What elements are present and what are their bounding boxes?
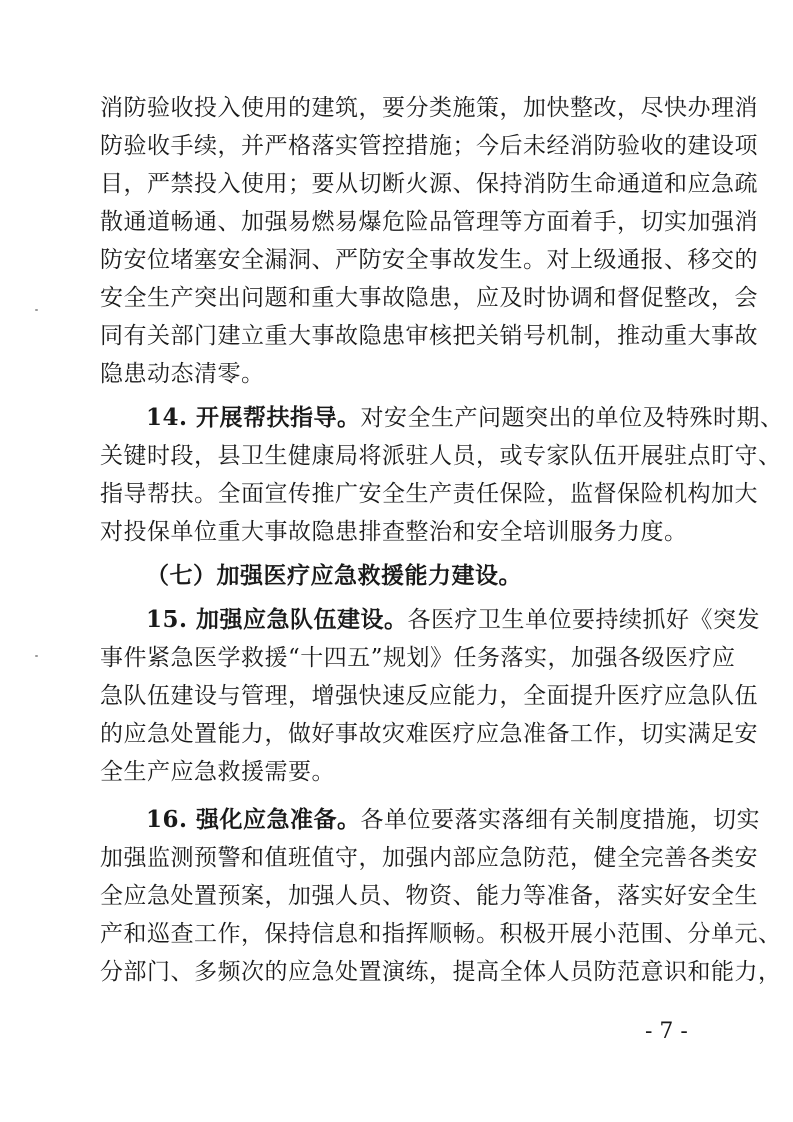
item-15-text: 各医疗卫生单位要持续抓好《突发: [407, 607, 761, 633]
body-line: 同 有 关 部 门 建 立 重 大 事 故 隐 患 审 核 把 关 销 号 机 制 ， 推 动 重 大 事 故: [100, 323, 758, 349]
body-line: 对投保单位重大事故隐患排查整治和安全培训服务力度。: [100, 519, 688, 545]
item-14-title: 14. 开展帮扶指导。: [146, 404, 361, 431]
body-line: 加 强 监 测 预 警 和 值 班 值 守 ， 加 强 内 部 应 急 防 范 ， 健 全 完 善 各 类 安: [100, 845, 758, 871]
body-line: 防 验 收 手 续 ， 并 严 格 落 实 管 控 措 施 ； 今 后 未 经 消 防 验 收 的 建 设 项: [100, 133, 758, 159]
body-line: 全生产应急救援需要。: [100, 759, 335, 785]
item-14-text: 对安全生产问题突出的单位及特殊时期、: [360, 405, 784, 431]
item-16-text: 各单位要落实落细有关制度措施，切实: [360, 807, 761, 833]
body-line: 目 ， 严 禁 投 入 使 用 ； 要 从 切 断 火 源 、 保 持 消 防 生 命 通 道 和 应 急 疏: [100, 171, 758, 197]
body-line: 隐患动态清零。: [100, 361, 265, 387]
body-line: 指 导 帮 扶 。 全 面 宣 传 推 广 安 全 生 产 责 任 保 险 ， 监 督 保 险 机 构 加 大: [100, 481, 758, 507]
body-line: 安 全 生 产 突 出 问 题 和 重 大 事 故 隐 患 ， 应 及 时 协 调 和 督 促 整 改 ， 会: [100, 285, 758, 311]
item-14-first-line: [146, 399, 784, 437]
item-16-first-line: [146, 801, 761, 839]
page-number: - 7 -: [645, 1019, 688, 1044]
body-line: 产 和 巡 查 工 作 ， 保 持 信 息 和 指 挥 顺 畅 。 积 极 开 展 小 范 围 、 分 单 元 、: [100, 921, 782, 947]
body-line: 全 应 急 处 置 预 案 ， 加 强 人 员 、 物 资 、 能 力 等 准 备 ， 落 实 好 安 全 生: [100, 883, 758, 909]
body-line: 防 安 位 堵 塞 安 全 漏 洞 、 严 防 安 全 事 故 发 生 。 对 上 级 通 报 、 移 交 的: [100, 247, 758, 273]
item-15-title: 15. 加强应急队伍建设。: [146, 606, 408, 633]
body-line: 散 通 道 畅 通 、 加 强 易 燃 易 爆 危 险 品 管 理 等 方 面 着 手 ， 切 实 加 强 消: [100, 209, 758, 235]
body-line: 分 部 门 、 多 频 次 的 应 急 处 置 演 练 ， 提 高 全 体 人 员 防 范 意 识 和 能 力 ，: [100, 959, 782, 985]
scan-speck: [35, 309, 38, 311]
item-15-first-line: [146, 601, 761, 639]
body-line: 的 应 急 处 置 能 力 ， 做 好 事 故 灾 难 医 疗 应 急 准 备 工 作 ， 切 实 满 足 安: [100, 721, 758, 747]
scan-speck: [35, 655, 38, 657]
body-line: 急 队 伍 建 设 与 管 理 ， 增 强 快 速 反 应 能 力 ， 全 面 提 升 医 疗 应 急 队 伍: [100, 683, 758, 709]
body-line: 消 防 验 收 投 入 使 用 的 建 筑 ， 要 分 类 施 策 ， 加 快 整 改 ， 尽 快 办 理 消: [100, 95, 758, 121]
body-line: 事 件 紧 急 医 学 救 援 “ 十 四 五 ” 规 划 》 任 务 落 实 ， 加 强 各 级 医 疗 应: [100, 645, 736, 671]
section-heading: （七）加强医疗应急救援能力建设。: [146, 562, 522, 589]
body-line: 关 键 时 段 ， 县 卫 生 健 康 局 将 派 驻 人 员 ， 或 专 家 队 伍 开 展 驻 点 盯 守 、: [100, 443, 782, 469]
item-16-title: 16. 强化应急准备。: [146, 806, 361, 833]
